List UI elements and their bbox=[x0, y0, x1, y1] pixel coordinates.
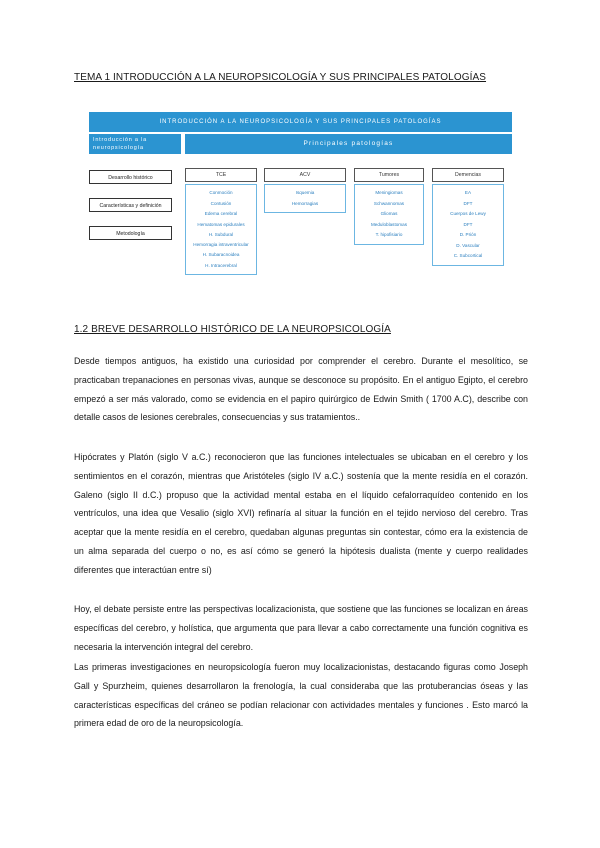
column-item: Meningiomas bbox=[375, 190, 403, 195]
paragraph: Hipócrates y Platón (siglo V a.C.) reconocieron que las funciones intelectuales se ubicaban en el cerebro y los sentimientos en el corazón, mientras que Aristóteles (siglo IV a.C.) sostenía que la mente residía en el corazón. Galeno (siglo II d.C.) propuso que la actividad mental estaba en el líquido cefalorraquídeo contenido en los ventrículos, una idea que Vesalio (siglo XVI) refinaría al situar la función en el tejido nervioso del cerebro. Tras aceptar que la mente residía en el cerebro, quedaban algunas preguntas sin contestar, cómo era la existencia de un alma separada del cuerpo o no, es así cómo se generó la hipótesis dualista (mente y cuerpo realidades diferentes que interactúan entre sí) bbox=[74, 452, 528, 575]
diagram-left-item: Características y definición bbox=[89, 198, 172, 212]
diagram-column-acv bbox=[264, 168, 346, 213]
diagram-banner: INTRODUCCIÓN A LA NEUROPSICOLOGÍA Y SUS PRINCIPALES PATOLOGÍAS bbox=[89, 112, 512, 132]
column-item: Hematomas epidurales bbox=[197, 221, 245, 227]
column-item: Conmoción bbox=[209, 190, 233, 195]
column-item: Hemorragia intraventricular bbox=[193, 241, 249, 247]
column-item: DFT bbox=[463, 200, 473, 206]
section-title: 1.2 BREVE DESARROLLO HISTÓRICO DE LA NEUROPSICOLOGÍA bbox=[74, 324, 391, 335]
paragraph: Desde tiempos antiguos, ha existido una curiosidad por comprender el cerebro. Durante el mesolítico, se practicaban trepanaciones en personas vivas, aunque se desconoce su propósito. En el antiguo Egipto, el cerebro empezó a ser más valorado, como se evidencia en el papiro quirúrgico de Edwin Smith ( 1700 A.C), describe con detalle casos de lesiones cerebrales, consecuencias y sus tratamientos.. bbox=[74, 356, 528, 423]
diagram-left-item: Desarrollo histórico bbox=[89, 170, 172, 184]
page-title: TEMA 1 INTRODUCCIÓN A LA NEUROPSICOLOGÍA Y SUS PRINCIPALES PATOLOGÍAS bbox=[74, 72, 487, 83]
column-item: H. Intracerebral bbox=[205, 262, 237, 268]
column-item: D. Vascular bbox=[456, 242, 480, 248]
column-head: Demencias bbox=[432, 168, 504, 182]
column-item: EA bbox=[464, 190, 472, 195]
column-item: D. Prión bbox=[459, 232, 477, 237]
diagram-column-tce bbox=[185, 168, 257, 275]
column-head: TCE bbox=[185, 168, 257, 182]
diagram-left-item: Metodología bbox=[89, 226, 172, 240]
column-item: Gliomas bbox=[380, 211, 398, 216]
column-item: Schwannomas bbox=[373, 200, 405, 206]
column-item: Isquemia bbox=[295, 190, 315, 195]
column-item: C. Subcortical bbox=[453, 253, 483, 258]
column-body bbox=[354, 184, 424, 245]
paragraph: Las primeras investigaciones en neuropsicología fueron muy localizacionistas, destacando figuras como Joseph Gall y Spurzheim, quienes desarrollaron la frenología, la cual consideraba que las protuberancias óseas y las características específicas del cráneo se podían relacionar con actividades mentales y funciones . Esto marcó la primera edad de oro de la neuropsicología. bbox=[74, 662, 528, 729]
column-head: ACV bbox=[264, 168, 346, 182]
concept-diagram bbox=[89, 112, 512, 302]
diagram-principales-box: Principales patologías bbox=[185, 134, 512, 154]
diagram-intro-box: Introducción a la neuropsicología bbox=[89, 134, 181, 154]
column-body bbox=[185, 184, 257, 275]
column-item: H. Subdural bbox=[208, 232, 234, 237]
column-head: Tumores bbox=[354, 168, 424, 182]
column-item: H. Subaracnoidea bbox=[202, 252, 240, 257]
column-body bbox=[432, 184, 504, 266]
column-item: Contusión bbox=[210, 200, 232, 206]
column-body bbox=[264, 184, 346, 213]
diagram-column-tumores bbox=[354, 168, 424, 245]
column-item: Cuerpos de Lewy bbox=[450, 211, 486, 216]
column-item: Hemorragias bbox=[291, 200, 319, 206]
column-item: DFT bbox=[463, 221, 473, 227]
diagram-column-demencias bbox=[432, 168, 504, 266]
column-item: Edema cerebral bbox=[204, 211, 238, 216]
paragraph: Hoy, el debate persiste entre las perspectivas localizacionista, que sostiene que las funciones se localizan en áreas específicas del cerebro, y holística, que argumenta que para llevar a cabo correctamente una función cognitiva es necesaria la intervención integral del cerebro. bbox=[74, 604, 528, 652]
column-item: Meduloblastomas bbox=[370, 221, 407, 227]
column-item: T. hipofisiario bbox=[375, 232, 403, 237]
